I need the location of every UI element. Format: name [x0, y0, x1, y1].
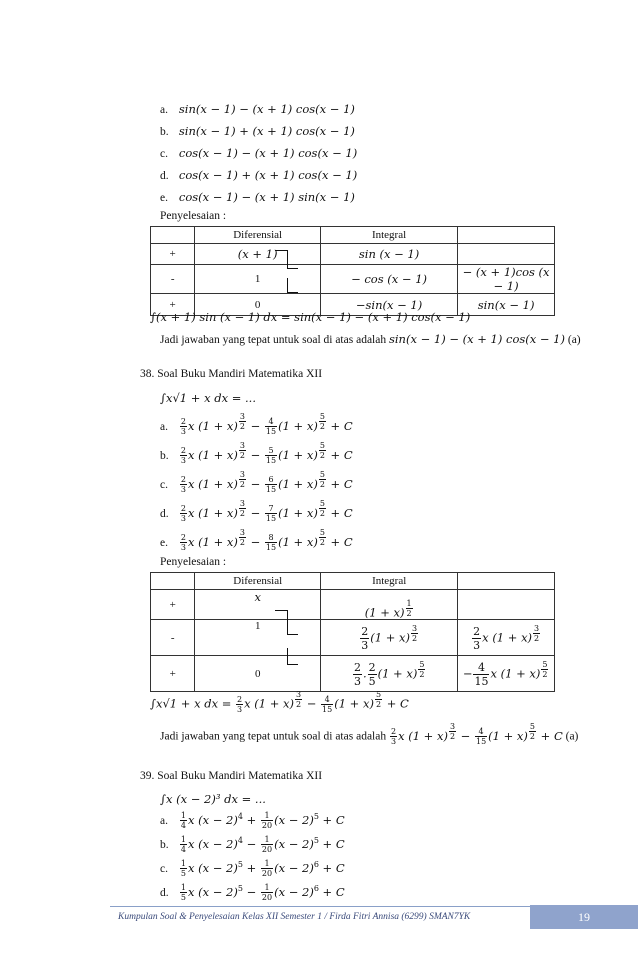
- q37-result: ∫(x + 1) sin (x − 1) dx = sin(x − 1) − (x + 1) cos(x − 1): [150, 310, 471, 324]
- q37-solution-label: Penyelesaian :: [160, 210, 227, 222]
- arrow-bracket: [287, 648, 298, 665]
- q37-solution-table: [150, 226, 555, 316]
- q37-answer: Jadi jawaban yang tepat untuk soal di atas adalah sin(x − 1) − (x + 1) cos(x − 1) (a): [160, 332, 581, 346]
- table-row: - 1 − cos (x − 1) − (x + 1)cos (x − 1): [151, 265, 555, 294]
- q39-option-c: c. $\frac{1}{5}$ x $(x - 2)^5$ + $\frac{1}{20}$ $(x - 2)^6 + C$: [160, 859, 345, 878]
- page-number: 19: [530, 905, 638, 929]
- q38-solution-label: Penyelesaian :: [160, 556, 227, 568]
- q38-title: 38. Soal Buku Mandiri Matematika XII: [140, 368, 323, 380]
- table-header: Diferensial: [195, 573, 321, 590]
- q37-option-c: c. cos(x − 1) − (x + 1) cos(x − 1): [160, 146, 358, 160]
- q38-option-e: e. $\frac{2}{3}$ x (1 + x) $^{\frac{3}{2}}$ − $\frac{8}{15}$ (1 + x) $^{\frac{5}{2}}$ + C: [160, 528, 353, 552]
- table-row: + 0 −sin(x − 1) sin(x − 1): [151, 294, 555, 316]
- q37-option-b: b. sin(x − 1) + (x + 1) cos(x − 1): [160, 124, 355, 138]
- q38-solution-table: [150, 572, 555, 692]
- q37-option-e: e. cos(x − 1) − (x + 1) sin(x − 1): [160, 190, 355, 204]
- arrow-bracket: [287, 618, 298, 635]
- table-row: - 1 $\frac{2}{3}$ (1 + x) $^{\frac{3}{2}}$ $\frac{2}{3}$ x (1 + x) $^{\frac{3}{2}}$: [151, 620, 555, 656]
- footer-rule: [110, 906, 530, 907]
- q39-option-b: b. $\frac{1}{4}$ x $(x - 2)^4$ − $\frac{1}{20}$ $(x - 2)^5 + C$: [160, 835, 345, 854]
- q39-option-a: a. $\frac{1}{4}$ x $(x - 2)^4$ + $\frac{1}{20}$ $(x - 2)^5 + C$: [160, 811, 345, 830]
- table-header: Integral: [320, 227, 457, 244]
- q39-option-d: d. $\frac{1}{5}$ x $(x - 2)^5$ − $\frac{1}{20}$ $(x - 2)^6 + C$: [160, 883, 345, 902]
- table-row: + (x + 1) sin (x − 1): [151, 244, 555, 265]
- footer-text: Kumpulan Soal & Penyelesaian Kelas XII Semester 1 / Firda Fitri Annisa (6299) SMAN7YK: [118, 912, 471, 922]
- table-row: + 0 $\frac{2}{3}$ . $\frac{2}{5}$ (1 + x) $^{\frac{5}{2}}$ − $\frac{4}{15}$ x (1 + x) $^{\frac{5}{2}}$: [151, 656, 555, 692]
- table-header: Diferensial: [195, 227, 321, 244]
- table-row: + x (1 + x) $^{\frac{1}{2}}$: [151, 590, 555, 620]
- q38-answer: Jadi jawaban yang tepat untuk soal di atas adalah $\frac{2}{3}$ x (1 + x) $^{\frac{3}{2}}$ − $\frac{4}{15}$ (1 + x) $^{\frac{5}{2}}$ + C (a): [160, 722, 579, 746]
- table-header: [458, 573, 555, 590]
- q38-result: ∫x√1 + x dx = $\frac{2}{3}$ x (1 + x) $^{\frac{3}{2}}$ − $\frac{4}{15}$ (1 + x) $^{\frac{5}{2}}$ + C: [150, 690, 409, 714]
- arrow-bracket: [287, 278, 298, 293]
- q38-option-d: d. $\frac{2}{3}$ x (1 + x) $^{\frac{3}{2}}$ − $\frac{7}{15}$ (1 + x) $^{\frac{5}{2}}$ + C: [160, 499, 353, 523]
- q38-option-b: b. $\frac{2}{3}$ x (1 + x) $^{\frac{3}{2}}$ − $\frac{5}{15}$ (1 + x) $^{\frac{5}{2}}$ + C: [160, 441, 353, 465]
- q38-option-a: a. $\frac{2}{3}$ x (1 + x) $^{\frac{3}{2}}$ − $\frac{4}{15}$ (1 + x) $^{\frac{5}{2}}$ + C: [160, 412, 353, 436]
- q37-option-a: a. sin(x − 1) − (x + 1) cos(x − 1): [160, 102, 355, 116]
- table-header: Integral: [321, 573, 458, 590]
- q39-title: 39. Soal Buku Mandiri Matematika XII: [140, 770, 323, 782]
- arrow-bracket: [287, 256, 298, 269]
- table-header: [458, 227, 555, 244]
- q38-option-c: c. $\frac{2}{3}$ x (1 + x) $^{\frac{3}{2}}$ − $\frac{6}{15}$ (1 + x) $^{\frac{5}{2}}$ + C: [160, 470, 353, 494]
- q37-option-d: d. cos(x − 1) + (x + 1) cos(x − 1): [160, 168, 358, 182]
- q39-question: ∫x (x − 2)³ dx = ...: [160, 792, 266, 806]
- q38-question: ∫x√1 + x dx = ...: [160, 391, 256, 405]
